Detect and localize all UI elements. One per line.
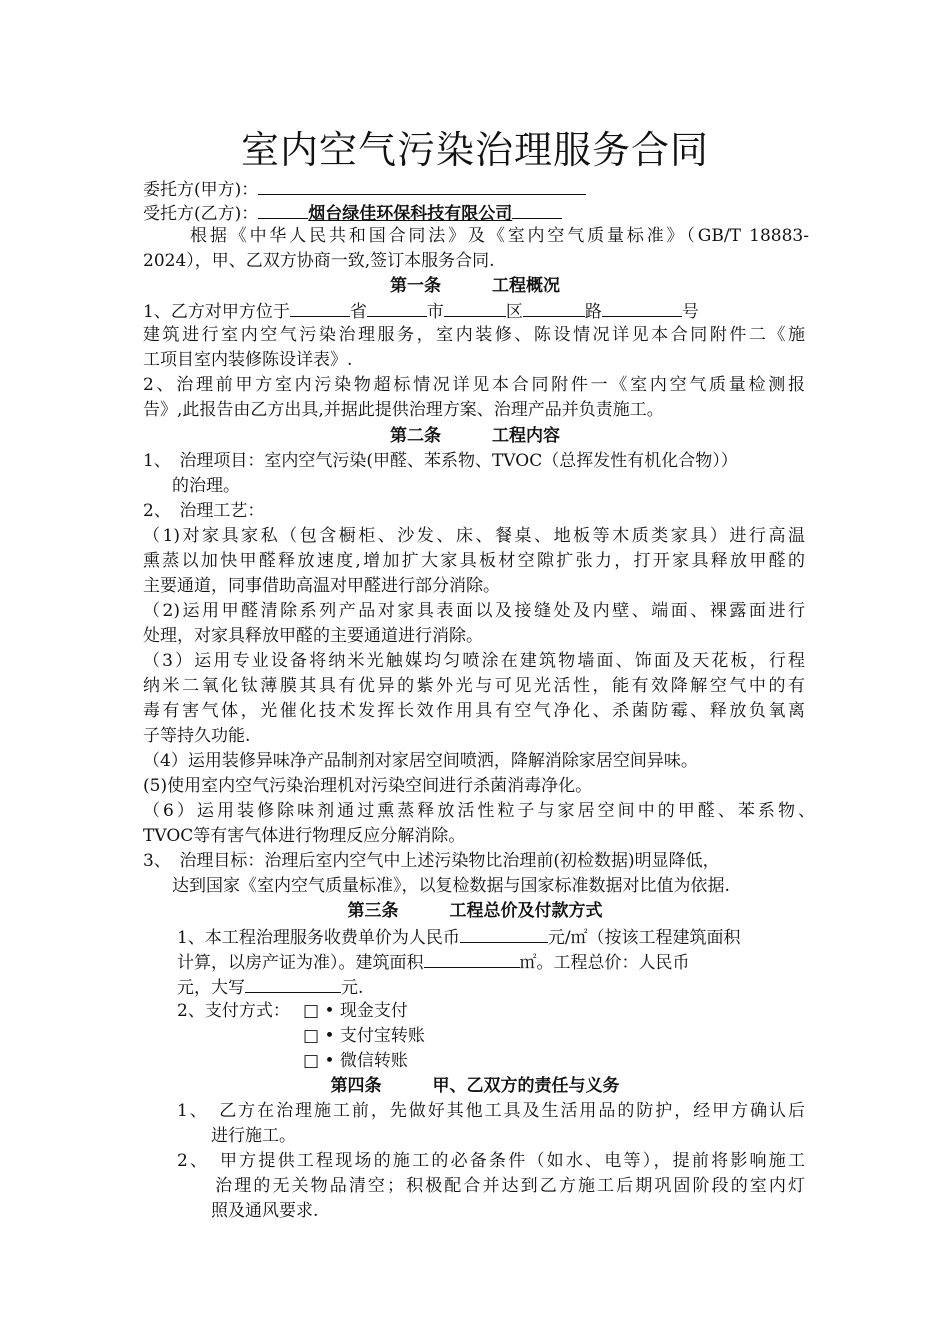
- article-2-line: 主要通道，同事借助高温对甲醛进行部分消除。: [143, 576, 500, 596]
- page-title: 室内空气污染治理服务合同: [240, 128, 709, 172]
- article-3-heading: 第三条 工程总价及付款方式: [347, 901, 603, 921]
- article-1-line: 建筑进行室内空气污染治理服务，室内装修、陈设情况详见本合同附件二《施: [143, 325, 805, 345]
- party-b-label: 受托方(乙方)：: [143, 204, 259, 224]
- city-blank[interactable]: [367, 298, 427, 317]
- unit-price-text: 1、本工程治理服务收费单价为人民币: [177, 928, 460, 948]
- article-2-line: TVOC等有害气体进行物理反应分解消除。: [143, 826, 466, 846]
- word-city: 市: [426, 302, 444, 322]
- intro-line-1: 根据《中华人民共和国合同法》及《室内空气质量标准》（GB/T 18883-: [190, 226, 809, 246]
- article-2-line: 1、 治理项目：室内空气污染(甲醛、苯系物、TVOC（总挥发性有机化合物））: [143, 451, 738, 471]
- article-4-line: 2、 甲方提供工程现场的施工的必备条件（如水、电等），提前将影响施工: [177, 1151, 805, 1171]
- unit-price-blank[interactable]: [460, 924, 548, 943]
- amount-words-line: [177, 974, 363, 1000]
- article-1-line: 工项目室内装修陈设详表》.: [143, 350, 353, 370]
- article-2-line: 达到国家《室内空气质量标准》，以复检数据与国家标准数据对比值为依据.: [155, 876, 730, 896]
- article-1-item-1: [143, 298, 699, 324]
- article-4-line: 1、 乙方在治理施工前，先做好其他工具及生活用品的防护，经甲方确认后: [177, 1101, 805, 1121]
- article-2-line: 的治理。: [155, 476, 240, 496]
- party-a-blank[interactable]: [258, 176, 586, 195]
- article-2-line: 3、 治理目标：治理后室内空气中上述污染物比治理前(初检数据)明显降低，: [143, 851, 720, 871]
- unit-price-unit: 元/㎡（按该工程建筑面积: [547, 928, 741, 948]
- party-b-name: 烟台绿佳环保科技有限公司: [308, 204, 513, 224]
- article-2-line: （1)对家具家私（包含橱柜、沙发、床、餐桌、地板等木质类家具）进行高温: [143, 526, 805, 546]
- area-blank[interactable]: [424, 949, 520, 968]
- article-2-line: （6）运用装修除味剂通过熏蒸释放活性粒子与家居空间中的甲醛、苯系物、: [143, 801, 815, 821]
- word-district: 区: [505, 302, 523, 322]
- article-2-line: 子等持久功能.: [143, 726, 251, 746]
- road-blank[interactable]: [523, 298, 585, 317]
- district-blank[interactable]: [444, 298, 506, 317]
- article-4-line: 治理的无关物品清空；积极配合并达到乙方施工后期巩固阶段的室内灯: [177, 1176, 805, 1196]
- article-1-heading: 第一条 工程概况: [390, 276, 560, 296]
- article-2-line: 熏蒸以加快甲醛释放速度,增加扩大家具板材空隙扩张力，打开家具释放甲醛的: [143, 551, 805, 571]
- province-blank[interactable]: [290, 298, 350, 317]
- article-2-line: （2)运用甲醛清除系列产品对家具表面以及接缝处及内壁、端面、裸露面进行: [143, 601, 805, 621]
- article-4-line: 照及通风要求.: [177, 1201, 319, 1221]
- payment-option-alipay[interactable]: □ • 支付宝转账: [303, 1026, 425, 1046]
- payment-label: 2、支付方式：: [177, 1001, 290, 1021]
- party-a-label: 委托方(甲方)：: [143, 180, 259, 200]
- payment-option-wechat[interactable]: □ • 微信转账: [303, 1051, 408, 1071]
- unit-price-line: [177, 924, 741, 950]
- article-2-line: 2、 治理工艺：: [143, 501, 265, 521]
- article-1-line: 2、治理前甲方室内污染物超标情况详见本合同附件一《室内空气质量检测报: [143, 375, 805, 395]
- party-a-line: [143, 176, 586, 202]
- amount-words-blank[interactable]: [245, 974, 341, 993]
- area-text: 计算，以房产证为准）。建筑面积: [177, 953, 424, 973]
- party-b-underline-left: [258, 200, 308, 219]
- article-1-item-1-prefix: 1、乙方对甲方位于: [143, 302, 290, 322]
- article-2-line: （4）运用装修异味净产品制剂对家居空间喷洒，降解消除家居空间异味。: [143, 751, 698, 771]
- party-b-line: [143, 200, 562, 226]
- amount-words-text: 元，大写: [177, 978, 245, 998]
- article-2-line: 纳米二氧化钛薄膜其具有优异的紫外光与可见光活性，能有效降解空气中的有: [143, 676, 805, 696]
- word-number: 号: [681, 302, 699, 322]
- party-b-underline-right: [512, 200, 562, 219]
- area-line: [177, 949, 690, 975]
- payment-option-cash[interactable]: □ • 现金支付: [303, 1001, 408, 1021]
- article-1-line: 告》,此报告由乙方出具,并据此提供治理方案、治理产品并负责施工。: [143, 400, 664, 420]
- article-2-line: （3）运用专业设备将纳米光触媒均匀喷涂在建筑物墙面、饰面及天花板，行程: [143, 651, 805, 671]
- article-4-line: 进行施工。: [177, 1126, 296, 1146]
- amount-words-unit: 元.: [341, 978, 364, 998]
- article-2-line: (5)使用室内空气污染治理机对污染空间进行杀菌消毒净化。: [143, 776, 593, 796]
- article-2-line: 毒有害气体，光催化技术发挥长效作用具有空气净化、杀菌防霉、释放负氧离: [143, 701, 805, 721]
- article-2-heading: 第二条 工程内容: [390, 426, 560, 446]
- total-price-text: ㎡。工程总价：人民币: [519, 953, 690, 973]
- word-road: 路: [584, 302, 602, 322]
- article-2-line: 处理，对家具释放甲醛的主要通道进行消除。: [143, 626, 483, 646]
- intro-line-2: 2024），甲、乙双方协商一致,签订本服务合同.: [143, 251, 495, 271]
- article-4-heading: 第四条 甲、乙双方的责任与义务: [330, 1076, 620, 1096]
- number-blank[interactable]: [602, 298, 682, 317]
- word-province: 省: [349, 302, 367, 322]
